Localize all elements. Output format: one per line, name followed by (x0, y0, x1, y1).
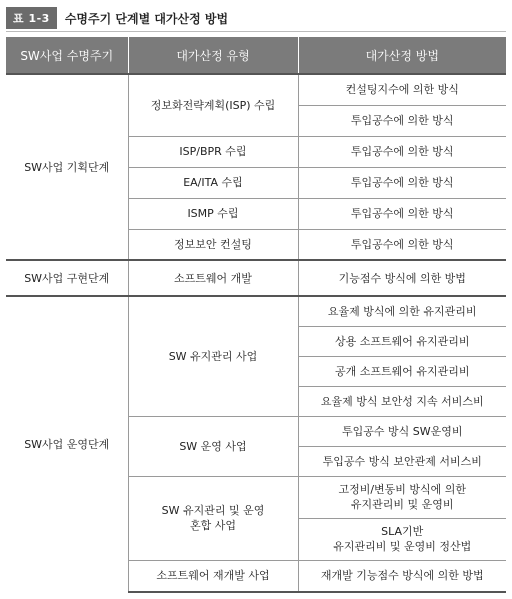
type-dev: 소프트웨어 개발 (128, 260, 298, 296)
method-cell: 기능점수 방식에 의한 방법 (298, 260, 506, 296)
method-cell: 요율제 방식 보안성 지속 서비스비 (298, 386, 506, 416)
method-cell: 투입공수에 의한 방식 (298, 167, 506, 198)
table-caption (6, 6, 228, 30)
method-line: 유지관리비 및 운영비 (350, 498, 454, 511)
method-cell: 공개 소프트웨어 유지관리비 (298, 356, 506, 386)
header-lifecycle: SW사업 수명주기 (6, 37, 128, 74)
table-number-tag: 표 1-3 (6, 7, 57, 29)
method-cell: 재개발 기능점수 방식에 의한 방법 (298, 560, 506, 592)
type-operation: SW 운영 사업 (128, 416, 298, 476)
lifecycle-cost-table (6, 37, 506, 593)
type-redevelopment: 소프트웨어 재개발 사업 (128, 560, 298, 592)
type-isp: 정보화전략계획(ISP) 수립 (128, 74, 298, 136)
method-cell: 투입공수에 의한 방식 (298, 105, 506, 136)
method-cell: 투입공수에 의한 방식 (298, 229, 506, 260)
stage-operation: SW사업 운영단계 (6, 296, 128, 592)
type-security: 정보보안 컨설팅 (128, 229, 298, 260)
method-cell: 요율제 방식에 의한 유지관리비 (298, 296, 506, 326)
header-cost-type: 대가산정 유형 (128, 37, 298, 74)
method-cell: 컨설팅지수에 의한 방식 (298, 74, 506, 105)
header-row (6, 37, 506, 74)
type-ismp: ISMP 수립 (128, 198, 298, 229)
method-cell: 상용 소프트웨어 유지관리비 (298, 326, 506, 356)
table-row (6, 74, 506, 105)
method-cell (298, 476, 506, 518)
type-maintenance: SW 유지관리 사업 (128, 296, 298, 416)
method-cell (298, 518, 506, 560)
table-row (6, 296, 506, 326)
method-cell: 투입공수에 의한 방식 (298, 136, 506, 167)
method-line: 고정비/변동비 방식에 의한 (338, 483, 467, 496)
table-title: 수명주기 단계별 대가산정 방법 (64, 11, 229, 26)
type-mixed-line2: 혼합 사업 (189, 519, 236, 532)
stage-planning: SW사업 기획단계 (6, 74, 128, 260)
method-cell: 투입공수에 의한 방식 (298, 198, 506, 229)
stage-build: SW사업 구현단계 (6, 260, 128, 296)
type-bpr: ISP/BPR 수립 (128, 136, 298, 167)
type-ea: EA/ITA 수립 (128, 167, 298, 198)
header-cost-method: 대가산정 방법 (298, 37, 506, 74)
method-cell: 투입공수 방식 보안관제 서비스비 (298, 446, 506, 476)
type-mixed-line1: SW 유지관리 및 운영 (161, 504, 265, 517)
method-line: SLA기반 (381, 525, 424, 538)
caption-divider (6, 31, 506, 32)
method-cell: 투입공수 방식 SW운영비 (298, 416, 506, 446)
type-mixed (128, 476, 298, 560)
method-line: 유지관리비 및 운영비 정산법 (333, 540, 472, 553)
table-row (6, 260, 506, 296)
